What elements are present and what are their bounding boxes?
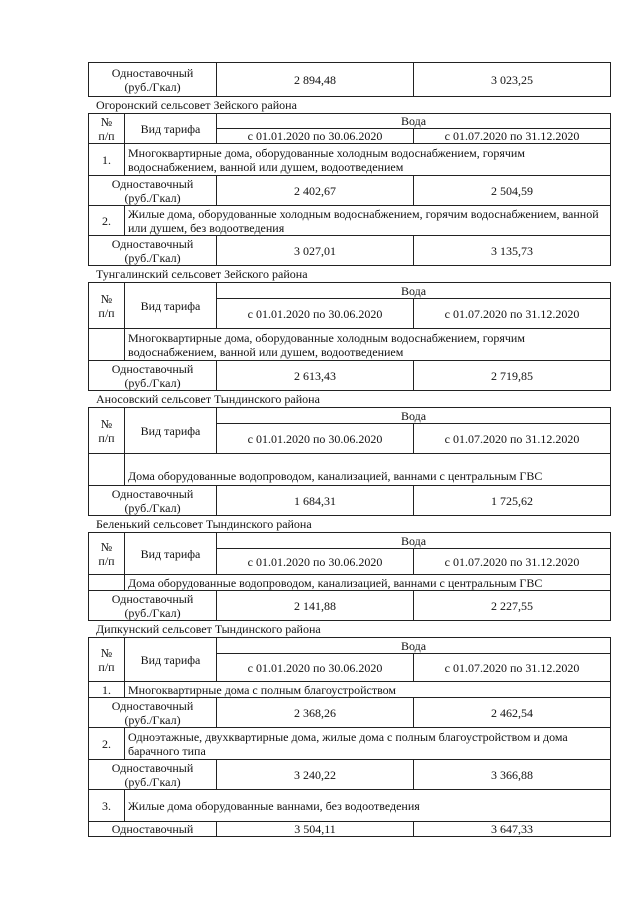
value-cell: 1 684,31 <box>217 486 414 516</box>
row-number: 1. <box>89 144 125 176</box>
period-2-header: с 01.07.2020 по 31.12.2020 <box>414 299 611 329</box>
header-text: № <box>100 539 113 554</box>
table-row <box>89 206 611 236</box>
tariff-label: Одноставочный <box>111 65 194 80</box>
value-cell: 3 504,11 <box>217 822 414 837</box>
table-row <box>89 176 611 206</box>
table-row <box>89 408 611 424</box>
header-text: п/п <box>98 430 115 445</box>
value-cell: 2 462,54 <box>414 698 611 728</box>
row-number: 3. <box>89 790 125 822</box>
water-header: Вода <box>217 408 611 424</box>
value-cell: 2 402,67 <box>217 176 414 206</box>
table-row <box>89 575 611 591</box>
tariff-unit: (руб./Гкал) <box>124 774 181 789</box>
table-row <box>89 486 611 516</box>
col-type-header: Вид тарифа <box>125 283 217 329</box>
row-number <box>89 575 125 591</box>
tariff-label: Одноставочный <box>111 760 194 775</box>
value-cell: 3 135,73 <box>414 236 611 266</box>
period-1-header: с 01.01.2020 по 30.06.2020 <box>217 299 414 329</box>
table-row <box>89 638 611 654</box>
row-number: 2. <box>89 728 125 760</box>
tariff-label: Одноставочный <box>111 361 194 376</box>
tariff-label: Одноставочный <box>111 236 194 251</box>
value-cell: 1 725,62 <box>414 486 611 516</box>
col-num-header <box>89 638 125 682</box>
col-type-header: Вид тарифа <box>125 114 217 144</box>
table-row <box>89 454 611 486</box>
table-row <box>89 533 611 549</box>
period-2-header: с 01.07.2020 по 31.12.2020 <box>414 129 611 144</box>
period-1-header: с 01.01.2020 по 30.06.2020 <box>217 129 414 144</box>
tariff-unit: (руб./Гкал) <box>124 79 181 94</box>
value-cell: 3 366,88 <box>414 760 611 790</box>
row-number <box>89 329 125 361</box>
water-header: Вода <box>217 114 611 129</box>
table-row <box>89 144 611 176</box>
tariff-cell <box>89 176 217 206</box>
value-cell: 2 719,85 <box>414 361 611 391</box>
row-description: Одноэтажные, двухквартирные дома, жилые дома с полным благоустройством и дома барачного типа <box>125 728 611 760</box>
table-row <box>89 760 611 790</box>
header-text: № <box>100 645 113 660</box>
value-cell: 3 647,33 <box>414 822 611 837</box>
table-row <box>89 361 611 391</box>
tariff-cell <box>89 822 217 837</box>
col-type-header: Вид тарифа <box>125 408 217 454</box>
tariff-label: Одноставочный <box>111 822 194 836</box>
col-type-header: Вид тарифа <box>125 533 217 575</box>
header-text: п/п <box>98 305 115 320</box>
water-header: Вода <box>217 283 611 299</box>
row-description: Жилые дома оборудованные ваннами, без водоотведения <box>125 790 611 822</box>
value-cell: 3 023,25 <box>414 63 611 97</box>
period-2-header: с 01.07.2020 по 31.12.2020 <box>414 424 611 454</box>
header-text: № <box>100 291 113 306</box>
header-text: п/п <box>98 553 115 568</box>
value-cell: 2 141,88 <box>217 591 414 621</box>
tariff-label: Одноставочный <box>111 698 194 713</box>
section-title: Огоронский сельсовет Зейского района <box>96 98 297 112</box>
section-table <box>88 637 611 837</box>
period-1-header: с 01.01.2020 по 30.06.2020 <box>217 654 414 682</box>
row-description: Жилые дома, оборудованные холодным водоснабжением, горячим водоснабжением, ванной или душем, без водоотведения <box>125 206 611 236</box>
period-2-header: с 01.07.2020 по 31.12.2020 <box>414 549 611 575</box>
table-row <box>89 822 611 837</box>
header-text: № <box>100 416 113 431</box>
row-description: Дома оборудованные водопроводом, канализацией, ваннами с центральным ГВС <box>125 575 611 591</box>
section-title: Тунгалинский сельсовет Зейского района <box>96 267 308 281</box>
header-text: п/п <box>98 659 115 674</box>
header-text: п/п <box>98 128 115 143</box>
table-row <box>89 283 611 299</box>
col-num-header <box>89 533 125 575</box>
section-table <box>88 113 611 266</box>
top-continuation-table <box>88 62 611 97</box>
section-title: Беленький сельсовет Тындинского района <box>96 517 312 531</box>
table-row <box>89 329 611 361</box>
value-cell: 2 894,48 <box>217 63 414 97</box>
tariff-label: Одноставочный <box>111 486 194 501</box>
table-row <box>89 591 611 621</box>
section-title: Аносовский сельсовет Тындинского района <box>96 392 320 406</box>
tariff-cell <box>89 236 217 266</box>
section-table <box>88 282 611 391</box>
tariff-cell <box>89 698 217 728</box>
row-description: Многоквартирные дома, оборудованные холодным водоснабжением, горячим водоснабжением, ванной или душем, водоотведением <box>125 329 611 361</box>
value-cell: 2 227,55 <box>414 591 611 621</box>
tariff-cell <box>89 361 217 391</box>
period-1-header: с 01.01.2020 по 30.06.2020 <box>217 549 414 575</box>
table-row <box>89 236 611 266</box>
row-description: Многоквартирные дома с полным благоустройством <box>125 682 611 698</box>
tariff-label: Одноставочный <box>111 591 194 606</box>
col-num-header <box>89 408 125 454</box>
header-text: № <box>100 114 113 129</box>
row-number: 2. <box>89 206 125 236</box>
table-row <box>89 114 611 129</box>
table-row <box>89 682 611 698</box>
tariff-document <box>88 62 610 837</box>
col-num-header <box>89 114 125 144</box>
table-row <box>89 63 611 97</box>
tariff-cell <box>89 591 217 621</box>
table-row <box>89 790 611 822</box>
tariff-unit: (руб./Гкал) <box>124 375 181 390</box>
period-2-header: с 01.07.2020 по 31.12.2020 <box>414 654 611 682</box>
col-num-header <box>89 283 125 329</box>
value-cell: 3 240,22 <box>217 760 414 790</box>
row-number: 1. <box>89 682 125 698</box>
tariff-cell <box>89 486 217 516</box>
tariff-unit: (руб./Гкал) <box>124 250 181 265</box>
row-description: Дома оборудованные водопроводом, канализацией, ваннами с центральным ГВС <box>125 454 611 486</box>
period-1-header: с 01.01.2020 по 30.06.2020 <box>217 424 414 454</box>
row-description: Многоквартирные дома, оборудованные холодным водоснабжением, горячим водоснабжением, ванной или душем, водоотведением <box>125 144 611 176</box>
value-cell: 2 368,26 <box>217 698 414 728</box>
tariff-cell <box>89 760 217 790</box>
water-header: Вода <box>217 638 611 654</box>
section-title: Дипкунский сельсовет Тындинского района <box>96 622 321 636</box>
section-table <box>88 532 611 621</box>
value-cell: 3 027,01 <box>217 236 414 266</box>
col-type-header: Вид тарифа <box>125 638 217 682</box>
tariff-cell <box>89 63 217 97</box>
value-cell: 2 613,43 <box>217 361 414 391</box>
tariff-label: Одноставочный <box>111 176 194 191</box>
table-row <box>89 728 611 760</box>
table-row <box>89 698 611 728</box>
tariff-unit: (руб./Гкал) <box>124 190 181 205</box>
water-header: Вода <box>217 533 611 549</box>
tariff-unit: (руб./Гкал) <box>124 500 181 515</box>
tariff-unit: (руб./Гкал) <box>124 605 181 620</box>
section-table <box>88 407 611 516</box>
row-number <box>89 454 125 486</box>
tariff-unit: (руб./Гкал) <box>124 712 181 727</box>
value-cell: 2 504,59 <box>414 176 611 206</box>
